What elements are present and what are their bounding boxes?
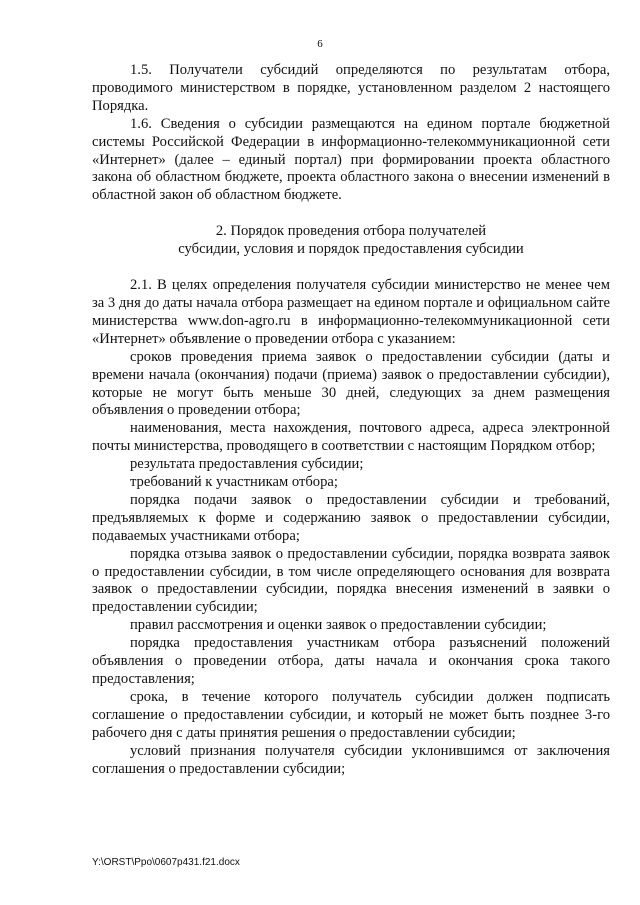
list-item-10: условий признания получателя субсидии уклонившимся от заключения соглашения о предоставлении субсидии; xyxy=(92,742,610,777)
list-item-6: порядка отзыва заявок о предоставлении субсидии, порядка возврата заявок о предоставлении субсидии, в том числе определяющего основания для возврата заявок о предоставлении субсидии, порядка внесения изменений в заявки о предоставлении субсидии; xyxy=(92,545,610,616)
section-2-title-line-2: субсидии, условия и порядок предоставления субсидии xyxy=(178,241,524,258)
list-item-3: результата предоставления субсидии; xyxy=(130,456,364,473)
list-item-7: правил рассмотрения и оценки заявок о предоставлении субсидии; xyxy=(130,617,547,634)
section-2-title-line-1: 2. Порядок проведения отбора получателей xyxy=(215,223,487,240)
list-item-2: наименования, места нахождения, почтового адреса, адреса электронной почты министерства, проводящего в соответствии с настоящим Порядком отбор; xyxy=(92,420,610,455)
list-item-9: срока, в течение которого получатель субсидии должен подписать соглашение о предоставлении субсидии, и который не может быть позднее 3-го рабочего дня с даты принятия решения о предоставлении субсидии; xyxy=(92,688,610,741)
list-item-5: порядка подачи заявок о предоставлении субсидии и требований, предъявляемых к форме и содержанию заявок о предоставлении субсидии, подаваемых участниками отбора; xyxy=(92,491,610,544)
section-2-title xyxy=(92,223,610,259)
paragraph-2-1: 2.1. В целях определения получателя субсидии министерство не менее чем за 3 дня до даты начала отбора размещает на едином портале и официальном сайте министерства www.don-agro.ru в информационно-телекоммуникационной сети «Интернет» объявление о проведении отбора с указанием: xyxy=(92,277,610,347)
list-item-8: порядка предоставления участникам отбора разъяснений положений объявления о проведении отбора, даты начала и окончания срока такого предоставления; xyxy=(92,635,610,687)
list-item-1: сроков проведения приема заявок о предоставлении субсидии (даты и времени начала (окончания) подачи (приема) заявок о предоставлении субсидии), которые не могут быть меньше 30 дней, следующих за днем размещения объявления о проведении отбора; xyxy=(92,348,610,419)
footer-file-path: Y:\ORST\Ppo\0607p431.f21.docx xyxy=(92,857,240,868)
paragraph-1-6: 1.6. Сведения о субсидии размещаются на едином портале бюджетной системы Российской Федерации в информационно-телекоммуникационной сети «Интернет» (далее – единый портал) при формировании проекта областного закона об областном бюджете, проекта областного закона о внесении изменений в областной закон об областном бюджете. xyxy=(92,115,610,204)
paragraph-1-5: 1.5. Получатели субсидий определяются по результатам отбора, проводимого министерством в порядке, установленном разделом 2 настоящего Порядка. xyxy=(92,62,610,114)
page-number: 6 xyxy=(317,38,323,50)
list-item-4: требований к участникам отбора; xyxy=(130,474,338,491)
document-body xyxy=(92,62,610,778)
